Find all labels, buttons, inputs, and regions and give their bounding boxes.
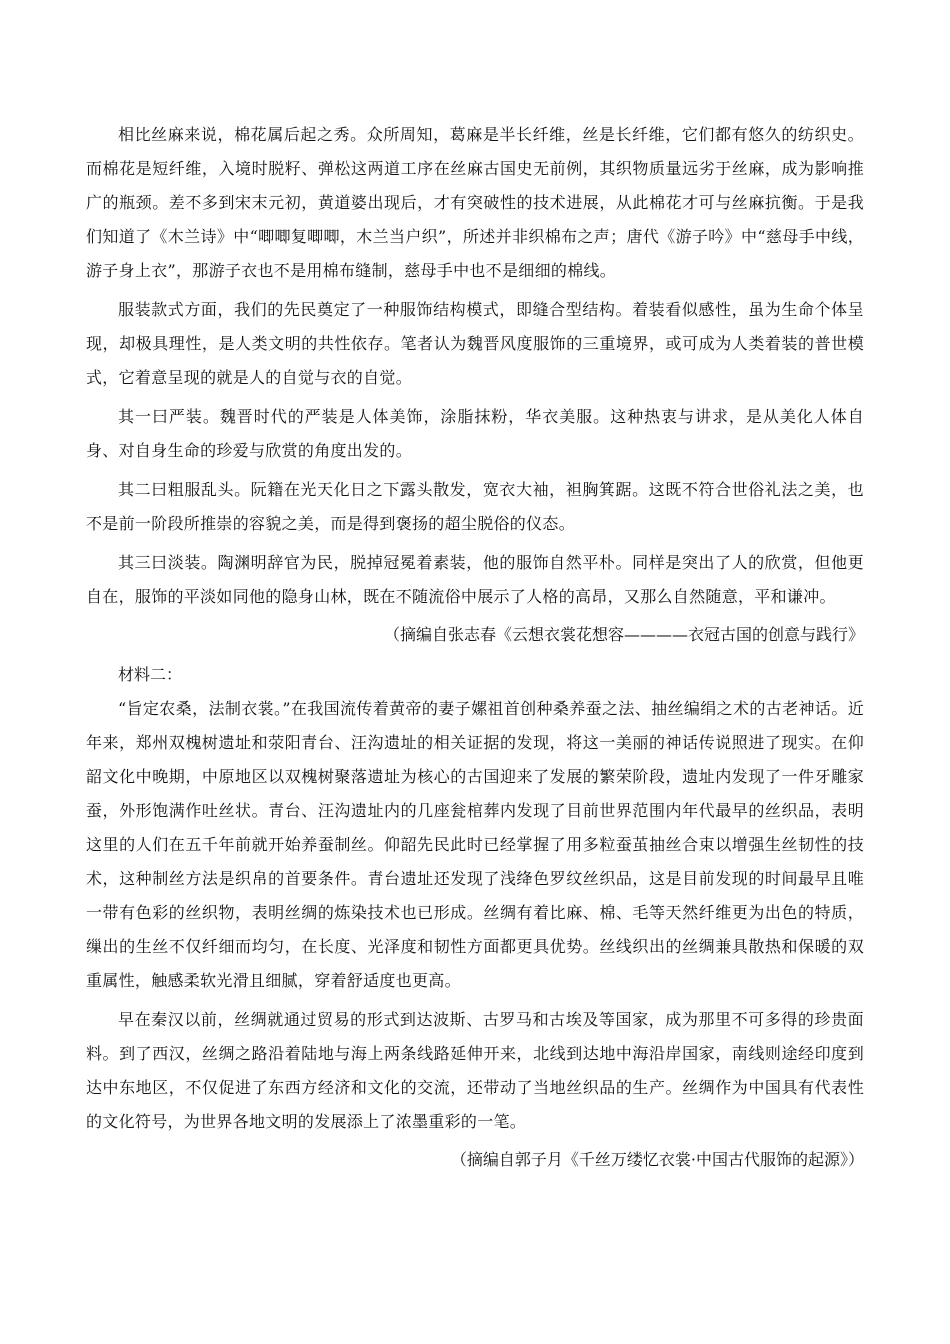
paragraph-clothing-style: 服装款式方面，我们的先民奠定了一种服饰结构模式，即缝合型结构。着装看似感性，虽为生命个体呈现，却极具理性，是人类文明的共性依存。笔者认为魏晋风度服饰的三重境界，或可成为人类着装的普世模式，它着意呈现的就是人的自觉与衣的自觉。 — [86, 300, 864, 387]
paragraph-silk-origin: “旨定农桑，法制衣裳。”在我国流传着黄帝的妻子嫘祖首创种桑养蚕之法、抽丝编绢之术的古老神话。近年来，郑州双槐树遗址和荥阳青台、汪沟遗址的相关证据的发现，将这一美丽的神话传说照进了现实。在仰韶文化中晚期，中原地区以双槐树聚落遗址为核心的古国迎来了发展的繁荣阶段，遗址内发现了一件牙雕家蚕，外形饱满作吐丝状。青台、汪沟遗址内的几座瓮棺葬内发现了目前世界范围内年代最早的丝织品，表明这里的人们在五千年前就开始养蚕制丝。仰韶先民此时已经掌握了用多粒蚕茧抽丝合束以增强生丝韧性的技术，这种制丝方法是织帛的首要条件。青台遗址还发现了浅绛色罗纹丝织品，这是目前发现的时间最早且唯一带有色彩的丝织物，表明丝绸的炼染技术也已形成。丝绸有着比麻、棉、毛等天然纤维更为出色的特质，缫出的生丝不仅纤细而均匀，在长度、光泽度和韧性方面都更具优势。丝线织出的丝绸兼具散热和保暖的双重属性，触感柔软光滑且细腻，穿着舒适度也更高。 — [86, 699, 864, 990]
material2-source-citation: （摘编自郭子月《千丝万缕忆衣裳·中国古代服饰的起源》） — [450, 1150, 864, 1169]
material2-label: 材料二： — [118, 665, 183, 684]
material1-source-citation: （摘编自张志春《云想衣裳花想容————衣冠古国的创意与践行》 — [383, 625, 864, 644]
paragraph-cotton: 相比丝麻来说，棉花属后起之秀。众所周知，葛麻是半长纤维，丝是长纤维，它们都有悠久的纺织史。而棉花是短纤维，入境时脱籽、弹松这两道工序在丝麻古国史无前例，其织物质量远劣于丝麻，成为影响推广的瓶颈。差不多到宋末元初，黄道婆出现后，才有突破性的技术进展，从此棉花才可与丝麻抗衡。于是我们知道了《木兰诗》中“唧唧复唧唧，木兰当户织”，所述并非织棉布之声；唐代《游子吟》中“慈母手中线，游子身上衣”，那游子衣也不是用棉布缝制，慈母手中也不是细细的棉线。 — [86, 125, 864, 280]
paragraph-silk-trade: 早在秦汉以前，丝绸就通过贸易的形式到达波斯、古罗马和古埃及等国家，成为那里不可多得的珍贵面料。到了西汉，丝绸之路沿着陆地与海上两条线路延伸开来，北线到达地中海沿岸国家，南线则途经印度到达中东地区，不仅促进了东西方经济和文化的交流，还带动了当地丝织品的生产。丝绸作为中国具有代表性的文化符号，为世界各地文明的发展添上了浓墨重彩的一笔。 — [86, 1010, 864, 1131]
paragraph-strict-dress: 其一曰严装。魏晋时代的严装是人体美饰，涂脂抹粉，华衣美服。这种热衷与讲求，是从美化人体自身、对自身生命的珍爱与欣赏的角度出发的。 — [86, 407, 864, 460]
paragraph-rough-dress: 其二曰粗服乱头。阮籍在光天化日之下露头散发，宽衣大袖，袒胸箕踞。这既不符合世俗礼法之美，也不是前一阶段所推崇的容貌之美，而是得到褒扬的超尘脱俗的仪态。 — [86, 480, 864, 533]
paragraph-plain-dress: 其三曰淡装。陶渊明辞官为民，脱掉冠冕着素装，他的服饰自然平朴。同样是突出了人的欣赏，但他更自在，服饰的平淡如同他的隐身山林，既在不随流俗中展示了人格的高昂，又那么自然随意，平和谦冲。 — [86, 553, 864, 606]
